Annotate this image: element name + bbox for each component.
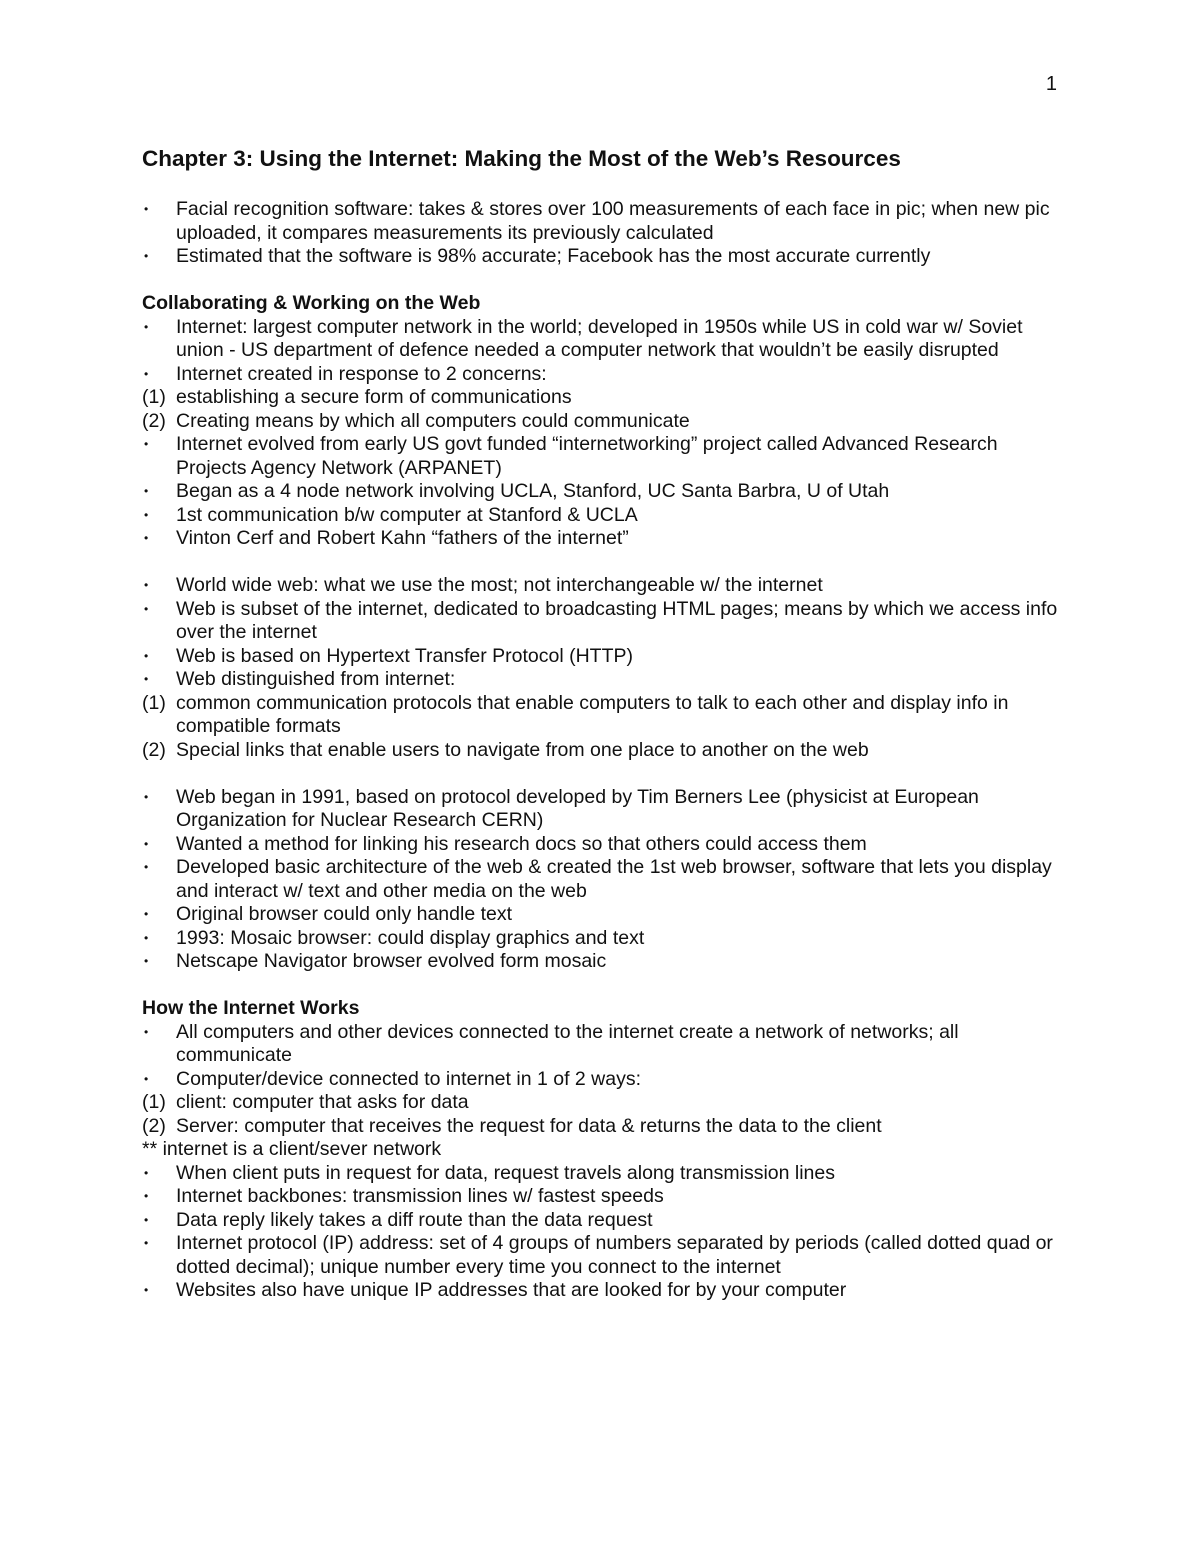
bullet-item xyxy=(142,598,1072,645)
item-text: 1993: Mosaic browser: could display graphics and text xyxy=(176,926,645,949)
bullet-item xyxy=(142,1068,1072,1092)
bullet-marker: • xyxy=(144,1189,149,1203)
bullet-marker: • xyxy=(144,319,149,334)
item-text: Creating means by which all computers could communicate xyxy=(176,409,690,432)
bullet-item xyxy=(142,1232,1072,1279)
bullet-marker: • xyxy=(144,1236,149,1250)
bullet-marker: • xyxy=(144,1024,149,1039)
bullet-marker: • xyxy=(144,907,149,921)
bullet-marker: • xyxy=(144,366,149,381)
numbered-item xyxy=(142,1115,1072,1139)
number-marker: (1) xyxy=(142,691,166,714)
bullet-marker: • xyxy=(144,578,149,592)
bullet-marker: • xyxy=(144,789,149,804)
bullet-item xyxy=(142,1209,1072,1233)
bullet-item xyxy=(142,1021,1072,1068)
number-marker: (1) xyxy=(142,1091,166,1113)
item-text: Internet protocol (IP) address: set of 4 groups of numbers separated by periods (called dotted quad or dotted decimal); unique number every time you connect to the internet xyxy=(176,1232,1053,1278)
item-text: Developed basic architecture of the web & created the 1st web browser, software that lets you display and interact w/ text and other media on the web xyxy=(176,856,1052,902)
bullet-item xyxy=(142,1185,1072,1209)
bullet-item xyxy=(142,645,1072,669)
item-text: client: computer that asks for data xyxy=(176,1091,469,1113)
section-heading-how-internet-works: How the Internet Works xyxy=(142,997,360,1019)
spacer xyxy=(142,551,1072,575)
bullet-item xyxy=(142,574,1072,598)
item-text: Web distinguished from internet: xyxy=(176,668,456,690)
bullet-item xyxy=(142,856,1072,903)
bullet-marker: • xyxy=(144,484,149,498)
item-text: Original browser could only handle text xyxy=(176,903,513,925)
bullet-marker: • xyxy=(144,954,149,968)
bullet-marker: • xyxy=(144,648,149,663)
item-text: Web began in 1991, based on protocol developed by Tim Berners Lee (physicist at European Organization for Nuclear Research CERN) xyxy=(176,785,979,831)
bullet-item xyxy=(142,927,1072,951)
section-list-how-internet-works xyxy=(142,1021,1072,1303)
intro-list xyxy=(142,198,1072,269)
item-text: Wanted a method for linking his research docs so that others could access them xyxy=(176,832,867,855)
item-text: Web is subset of the internet, dedicated to broadcasting HTML pages; means by which we access info over the internet xyxy=(176,597,1058,643)
section-heading-collaborating: Collaborating & Working on the Web xyxy=(142,292,481,314)
number-marker: (2) xyxy=(142,1114,166,1137)
document-body xyxy=(142,144,1072,1303)
item-text: Internet: largest computer network in the world; developed in 1950s while US in cold war w/ Soviet union - US department of defence needed a computer network that wouldn’t be easily disrupted xyxy=(176,315,1023,361)
bullet-marker: • xyxy=(144,1212,149,1227)
number-marker: (2) xyxy=(142,409,166,432)
item-text: Internet backbones: transmission lines w/ fastest speeds xyxy=(176,1185,664,1207)
item-text: Netscape Navigator browser evolved form mosaic xyxy=(176,950,607,972)
item-text: establishing a secure form of communications xyxy=(176,386,572,408)
bullet-item xyxy=(142,504,1072,528)
bullet-marker: • xyxy=(144,1283,149,1297)
bullet-marker: • xyxy=(144,531,149,545)
spacer xyxy=(142,974,1072,998)
bullet-marker: • xyxy=(144,249,149,263)
bullet-item xyxy=(142,480,1072,504)
numbered-item xyxy=(142,386,1072,410)
item-text: Server: computer that receives the request for data & returns the data to the client xyxy=(176,1114,882,1137)
number-marker: (2) xyxy=(142,738,166,761)
bullet-item xyxy=(142,786,1072,833)
page-title: Chapter 3: Using the Internet: Making the Most of the Web’s Resources xyxy=(142,146,901,171)
item-text: All computers and other devices connected to the internet create a network of networks; all communicate xyxy=(176,1020,959,1066)
numbered-item xyxy=(142,410,1072,434)
item-text: Internet created in response to 2 concerns: xyxy=(176,362,547,385)
page-number: 1 xyxy=(1045,73,1057,95)
bullet-item xyxy=(142,245,1072,269)
item-text: Began as a 4 node network involving UCLA, Stanford, UC Santa Barbra, U of Utah xyxy=(176,480,890,502)
bullet-marker: • xyxy=(144,202,149,216)
item-text: Data reply likely takes a diff route than the data request xyxy=(176,1208,653,1231)
numbered-item xyxy=(142,739,1072,763)
bullet-marker: • xyxy=(144,930,149,945)
note-line: ** internet is a client/sever network xyxy=(142,1138,442,1160)
section-list-collaborating xyxy=(142,316,1072,974)
item-text: Vinton Cerf and Robert Kahn “fathers of the internet” xyxy=(176,527,629,549)
bullet-marker: • xyxy=(144,507,149,522)
bullet-marker: • xyxy=(144,437,149,451)
bullet-item xyxy=(142,433,1072,480)
numbered-item xyxy=(142,1091,1072,1115)
bullet-item xyxy=(142,363,1072,387)
item-text: 1st communication b/w computer at Stanford & UCLA xyxy=(176,503,638,526)
item-text: Websites also have unique IP addresses that are looked for by your computer xyxy=(176,1279,847,1301)
item-text: common communication protocols that enable computers to talk to each other and display info in compatible formats xyxy=(176,691,1009,737)
item-text: Internet evolved from early US govt funded “internetworking” project called Advanced Research Projects Agency Network (ARPANET) xyxy=(176,433,998,479)
spacer xyxy=(142,762,1072,786)
bullet-marker: • xyxy=(144,860,149,874)
bullet-marker: • xyxy=(144,1165,149,1180)
spacer xyxy=(142,269,1072,293)
bullet-item xyxy=(142,1162,1072,1186)
item-text: Estimated that the software is 98% accurate; Facebook has the most accurate currently xyxy=(176,245,931,267)
bullet-item xyxy=(142,833,1072,857)
item-text: Facial recognition software: takes & stores over 100 measurements of each face in pic; when new pic uploaded, it compares measurements its previously calculated xyxy=(176,198,1050,244)
number-marker: (1) xyxy=(142,386,166,408)
numbered-item xyxy=(142,692,1072,739)
bullet-item xyxy=(142,198,1072,245)
bullet-marker: • xyxy=(144,601,149,616)
item-text: Web is based on Hypertext Transfer Protocol (HTTP) xyxy=(176,644,633,667)
bullet-item xyxy=(142,316,1072,363)
item-text: Computer/device connected to internet in 1 of 2 ways: xyxy=(176,1067,642,1090)
item-text: Special links that enable users to navigate from one place to another on the web xyxy=(176,738,869,761)
item-text: When client puts in request for data, request travels along transmission lines xyxy=(176,1161,836,1184)
bullet-item xyxy=(142,668,1072,692)
bullet-item xyxy=(142,1279,1072,1303)
item-text: World wide web: what we use the most; not interchangeable w/ the internet xyxy=(176,574,823,596)
bullet-marker: • xyxy=(144,1071,149,1086)
bullet-marker: • xyxy=(144,672,149,686)
bullet-item xyxy=(142,903,1072,927)
bullet-item xyxy=(142,950,1072,974)
bullet-marker: • xyxy=(144,836,149,851)
bullet-item xyxy=(142,527,1072,551)
